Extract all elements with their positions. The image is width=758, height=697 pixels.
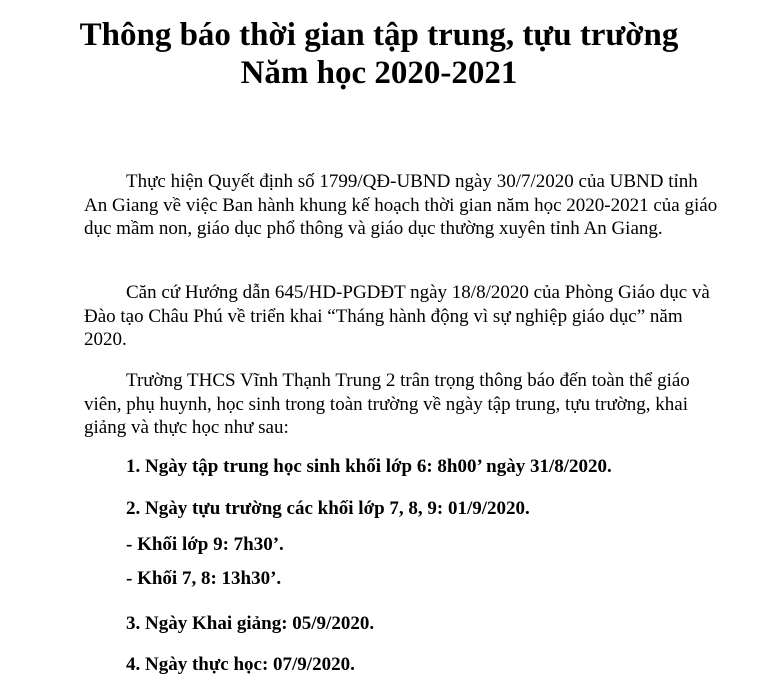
document-title-line-2: Năm học 2020-2021: [240, 55, 518, 91]
schedule-item-opening: 3. Ngày Khai giảng: 05/9/2020.: [126, 613, 375, 634]
schedule-item-classes-start: 4. Ngày thực học: 07/9/2020.: [126, 654, 355, 675]
schedule-subitem-grade-7-8: - Khối 7, 8: 13h30’.: [126, 568, 282, 589]
paragraph-announcement: Trường THCS Vĩnh Thạnh Trung 2 trân trọng thông báo đến toàn thể giáo viên, phụ huynh, học sinh trong toàn trường về ngày tập trung, tựu trường, khai giảng và thực học như sau:: [84, 370, 690, 438]
paragraph-decision: Thực hiện Quyết định số 1799/QĐ-UBND ngày 30/7/2020 của UBND tỉnh An Giang về việc Ban hành khung kế hoạch thời gian năm học 2020-2021 của giáo dục mầm non, giáo dục phổ thông và giáo dục thường xuyên tỉnh An Giang.: [84, 171, 718, 239]
document-title-line-1: Thông báo thời gian tập trung, tựu trường: [79, 17, 679, 53]
schedule-item-gathering: 1. Ngày tập trung học sinh khối lớp 6: 8h00’ ngày 31/8/2020.: [126, 456, 612, 477]
paragraph-guidance: Căn cứ Hướng dẫn 645/HD-PGDĐT ngày 18/8/2020 của Phòng Giáo dục và Đào tạo Châu Phú về triển khai “Tháng hành động vì sự nghiệp giáo dục” năm 2020.: [84, 282, 710, 350]
schedule-item-return: 2. Ngày tựu trường các khối lớp 7, 8, 9: 01/9/2020.: [126, 498, 530, 519]
schedule-subitem-grade-9: - Khối lớp 9: 7h30’.: [126, 534, 284, 555]
